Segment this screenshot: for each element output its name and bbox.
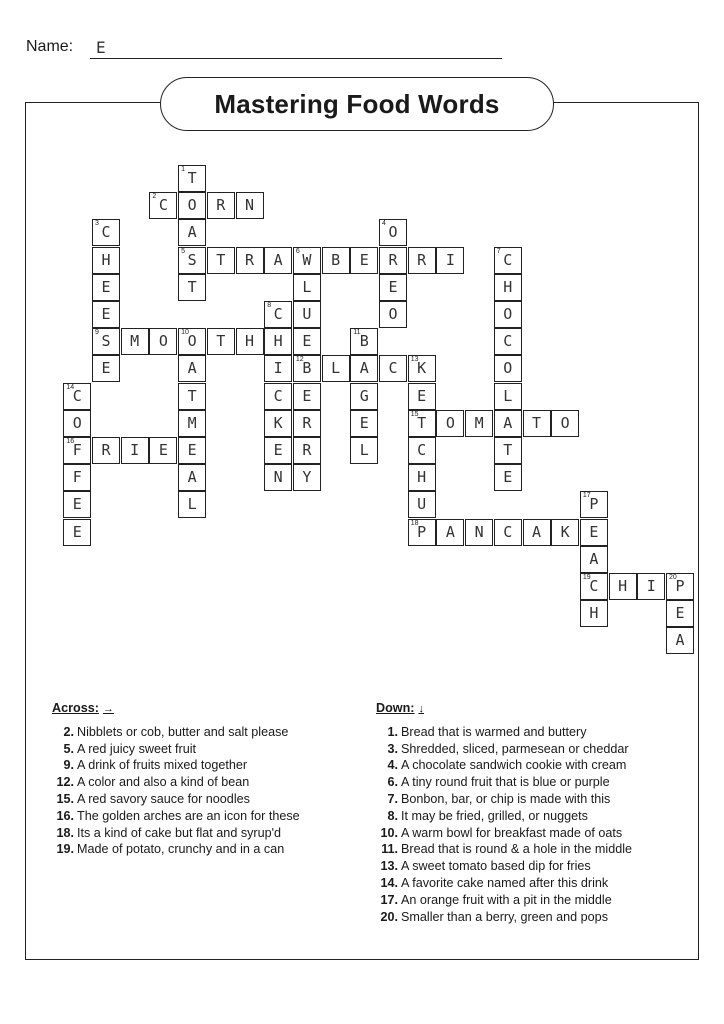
clue-item-number: 3.: [387, 741, 398, 756]
cell-letter: C: [101, 223, 111, 242]
clue-number: 20: [669, 574, 677, 581]
grid-cell[interactable]: [580, 519, 608, 546]
grid-cell[interactable]: [63, 491, 91, 518]
cell-letter: R: [302, 441, 312, 459]
grid-cell[interactable]: [408, 247, 436, 274]
cell-letter: A: [445, 522, 455, 541]
grid-cell[interactable]: [350, 247, 378, 274]
grid-cell[interactable]: [666, 573, 694, 600]
grid-cell[interactable]: [293, 328, 321, 355]
clue-number: 3: [95, 220, 99, 228]
cell-letter: A: [187, 468, 197, 487]
cell-letter: P: [417, 522, 427, 541]
grid-cell[interactable]: [149, 328, 177, 355]
grid-cell[interactable]: [436, 410, 464, 437]
clue-item: [376, 757, 696, 774]
cell-letter: S: [101, 332, 111, 351]
grid-cell[interactable]: [264, 328, 292, 355]
cell-letter: R: [244, 250, 255, 269]
cell-letter: A: [273, 250, 283, 269]
grid-cell[interactable]: [637, 573, 665, 600]
cell-letter: K: [273, 413, 283, 432]
name-value[interactable]: E: [96, 38, 106, 57]
cell-letter: U: [417, 495, 427, 514]
clue-item-text: The golden arches are an icon for these: [77, 808, 300, 823]
cell-letter: L: [359, 441, 369, 459]
grid-cell[interactable]: [551, 410, 579, 437]
grid-cell[interactable]: [408, 519, 436, 546]
grid-cell[interactable]: [264, 410, 292, 437]
grid-cell[interactable]: [178, 383, 206, 410]
cell-letter: O: [187, 332, 197, 351]
grid-cell[interactable]: [63, 410, 91, 437]
clue-number: 8: [267, 302, 272, 309]
down-heading: Down: ↓: [376, 701, 424, 715]
cell-letter: R: [216, 196, 226, 215]
clue-item: [376, 875, 696, 892]
clue-item-number: 17.: [380, 892, 398, 907]
grid-cell[interactable]: [494, 274, 522, 301]
grid-cell[interactable]: [666, 627, 694, 654]
grid-cell[interactable]: [178, 491, 206, 518]
cell-letter: I: [130, 441, 140, 459]
grid-cell[interactable]: [580, 573, 608, 600]
clue-item-number: 10.: [380, 825, 398, 840]
grid-cell[interactable]: [264, 383, 292, 410]
cell-letter: T: [531, 413, 542, 432]
grid-cell[interactable]: [293, 355, 321, 382]
cell-letter: S: [187, 250, 197, 269]
across-list: [52, 724, 352, 858]
clue-item: [376, 808, 696, 825]
clue-item: [52, 724, 352, 741]
cell-letter: E: [359, 413, 369, 432]
grid-cell[interactable]: [293, 410, 321, 437]
grid-cell[interactable]: [293, 464, 321, 491]
grid-cell[interactable]: [580, 491, 608, 518]
cell-letter: L: [331, 359, 341, 378]
clue-item-text: It may be fried, grilled, or nuggets: [401, 808, 588, 823]
grid-cell[interactable]: [63, 383, 91, 410]
grid-cell[interactable]: [178, 247, 206, 274]
clue-number: 6: [295, 247, 300, 255]
cell-letter: K: [560, 522, 570, 541]
clue-item: [52, 841, 352, 858]
cell-letter: E: [101, 305, 111, 323]
cell-letter: C: [417, 441, 427, 459]
clue-item-text: A chocolate sandwich cookie with cream: [401, 758, 627, 773]
grid-cell[interactable]: [379, 355, 407, 382]
clue-item-text: A warm bowl for breakfast made of oats: [401, 825, 623, 840]
clue-item-text: A color and also a kind of bean: [77, 775, 250, 790]
clue-item: [52, 774, 352, 791]
cell-letter: P: [589, 495, 599, 514]
cell-letter: O: [560, 413, 570, 432]
clue-item-text: Made of potato, crunchy and in a can: [77, 842, 285, 857]
cell-letter: A: [503, 413, 513, 432]
grid-cell[interactable]: [293, 383, 321, 410]
cell-letter: G: [359, 386, 369, 405]
cell-letter: T: [503, 441, 513, 459]
grid-cell[interactable]: [178, 192, 206, 219]
grid-cell[interactable]: [494, 437, 522, 464]
cell-letter: F: [72, 468, 82, 487]
grid-cell[interactable]: [523, 410, 551, 437]
grid-cell[interactable]: [379, 219, 407, 246]
cell-letter: E: [72, 522, 82, 541]
cell-letter: C: [503, 332, 513, 351]
cell-letter: C: [503, 250, 513, 269]
cell-letter: E: [302, 332, 312, 351]
grid-cell[interactable]: [350, 383, 378, 410]
grid-cell[interactable]: [207, 247, 235, 274]
cell-letter: E: [388, 277, 398, 296]
cell-letter: K: [417, 359, 427, 378]
clue-item-number: 11.: [381, 842, 398, 857]
clue-item-number: 16.: [56, 808, 74, 823]
clue-item-text: Smaller than a berry, green and pops: [401, 909, 608, 924]
grid-cell[interactable]: [178, 274, 206, 301]
clue-number: 5: [181, 247, 185, 255]
grid-cell[interactable]: [178, 464, 206, 491]
cell-letter: A: [531, 522, 542, 541]
grid-cell[interactable]: [264, 301, 292, 328]
clue-item: [376, 909, 696, 926]
clue-number: 2: [152, 193, 157, 201]
clue-item-number: 6.: [387, 775, 398, 790]
cell-letter: L: [503, 386, 513, 405]
cell-letter: P: [675, 577, 685, 595]
grid-cell[interactable]: [379, 247, 407, 274]
clue-item-number: 15.: [56, 791, 74, 806]
cell-letter: B: [331, 250, 341, 269]
grid-cell[interactable]: [63, 437, 91, 464]
clue-number: 9: [95, 329, 99, 337]
clue-item-text: Bread that is warmed and buttery: [401, 724, 587, 739]
grid-cell[interactable]: [149, 437, 177, 464]
clue-item: [376, 741, 696, 758]
clue-number: 14: [66, 383, 75, 391]
cell-letter: I: [445, 250, 455, 269]
grid-cell[interactable]: [350, 328, 378, 355]
clue-item-text: A drink of fruits mixed together: [77, 758, 248, 773]
grid-cell[interactable]: [494, 464, 522, 491]
cell-letter: O: [503, 305, 513, 323]
grid-cell[interactable]: [92, 328, 120, 355]
cell-letter: C: [388, 359, 398, 378]
clue-item-number: 19.: [56, 842, 74, 857]
clue-item-text: Shredded, sliced, parmesean or cheddar: [401, 741, 629, 756]
cell-letter: T: [216, 250, 226, 269]
grid-cell[interactable]: [92, 274, 120, 301]
clue-item: [376, 825, 696, 842]
cell-letter: I: [273, 359, 283, 378]
down-clues: [376, 700, 696, 925]
grid-cell[interactable]: [178, 355, 206, 382]
cell-letter: R: [388, 250, 398, 269]
cell-letter: H: [618, 577, 628, 595]
cell-letter: E: [359, 250, 369, 269]
clue-item: [376, 841, 696, 858]
clue-number: 18: [410, 519, 419, 527]
grid-cell[interactable]: [494, 383, 522, 410]
cell-letter: T: [417, 413, 427, 432]
clue-item-text: Bread that is round & a hole in the middle: [401, 842, 633, 857]
clue-item: [52, 808, 352, 825]
grid-cell[interactable]: [379, 301, 407, 328]
grid-cell[interactable]: [494, 301, 522, 328]
cell-letter: M: [130, 332, 140, 351]
cell-letter: M: [187, 413, 197, 432]
cell-letter: O: [445, 413, 455, 432]
cell-letter: O: [158, 332, 168, 351]
grid-cell[interactable]: [264, 247, 292, 274]
clue-item-number: 20.: [380, 909, 398, 924]
cell-letter: M: [474, 413, 484, 432]
cell-letter: C: [72, 386, 82, 405]
grid-cell[interactable]: [63, 464, 91, 491]
grid-cell[interactable]: [293, 247, 321, 274]
cell-letter: R: [302, 413, 312, 432]
cell-letter: N: [244, 196, 255, 215]
grid-cell[interactable]: [580, 600, 608, 627]
grid-cell[interactable]: [264, 437, 292, 464]
cell-letter: H: [273, 332, 283, 351]
cell-letter: H: [417, 468, 427, 487]
cell-letter: C: [503, 522, 513, 541]
cell-letter: E: [417, 386, 427, 405]
cell-letter: A: [187, 223, 197, 242]
clue-item: [52, 757, 352, 774]
clue-item-number: 14.: [380, 875, 398, 890]
grid-cell[interactable]: [551, 519, 579, 546]
cell-letter: C: [589, 577, 599, 595]
clue-number: 19: [582, 574, 591, 581]
grid-cell[interactable]: [63, 519, 91, 546]
clue-number: 15: [410, 410, 419, 418]
grid-cell[interactable]: [523, 519, 551, 546]
grid-cell[interactable]: [178, 165, 206, 192]
clue-item-number: 12.: [56, 775, 74, 790]
grid-cell[interactable]: [149, 192, 177, 219]
across-heading: Across: →: [52, 701, 114, 715]
clue-number: 12: [295, 356, 304, 364]
clue-item-text: A red juicy sweet fruit: [77, 741, 196, 756]
name-line: [90, 58, 502, 59]
clue-number: 7: [496, 247, 501, 255]
cell-letter: F: [72, 441, 82, 459]
grid-cell[interactable]: [92, 219, 120, 246]
grid-cell[interactable]: [465, 410, 493, 437]
cell-letter: N: [474, 522, 484, 541]
cell-letter: L: [187, 495, 197, 514]
grid-cell[interactable]: [580, 546, 608, 573]
clue-item-text: An orange fruit with a pit in the middle: [401, 892, 612, 907]
grid-cell[interactable]: [350, 437, 378, 464]
cell-letter: C: [158, 196, 168, 215]
across-clues: [52, 700, 352, 858]
cell-letter: W: [302, 250, 312, 269]
clue-item-number: 13.: [380, 859, 398, 874]
cell-letter: A: [675, 631, 685, 650]
grid-cell[interactable]: [494, 328, 522, 355]
clue-number: 13: [410, 356, 419, 364]
cell-letter: O: [187, 196, 197, 215]
right-arrow-icon: →: [102, 703, 114, 715]
cell-letter: E: [101, 277, 111, 296]
clue-item-text: A favorite cake named after this drink: [401, 875, 609, 890]
grid-cell[interactable]: [494, 355, 522, 382]
grid-cell[interactable]: [494, 410, 522, 437]
clue-item-number: 4.: [387, 758, 398, 773]
clue-item-number: 9.: [63, 758, 74, 773]
cell-letter: T: [187, 386, 197, 405]
grid-cell[interactable]: [408, 437, 436, 464]
cell-letter: H: [589, 604, 599, 623]
cell-letter: N: [273, 468, 283, 487]
clue-item-text: Nibblets or cob, butter and salt please: [77, 724, 289, 739]
cell-letter: A: [589, 549, 599, 568]
cell-letter: O: [72, 413, 82, 432]
cell-letter: E: [302, 386, 312, 405]
clue-item-number: 2.: [63, 724, 74, 739]
cell-letter: R: [101, 441, 111, 459]
grid-cell[interactable]: [236, 192, 264, 219]
cell-letter: T: [216, 332, 226, 351]
cell-letter: T: [187, 277, 197, 296]
cell-letter: E: [503, 468, 513, 487]
grid-cell[interactable]: [408, 355, 436, 382]
grid-cell[interactable]: [609, 573, 637, 600]
grid-cell[interactable]: [666, 600, 694, 627]
cell-letter: I: [646, 577, 656, 595]
grid-cell[interactable]: [293, 274, 321, 301]
clue-item: [52, 825, 352, 842]
clue-number: 10: [181, 329, 189, 337]
cell-letter: H: [244, 332, 255, 351]
clue-item-number: 5.: [63, 741, 74, 756]
grid-cell[interactable]: [92, 301, 120, 328]
clue-item-number: 18.: [56, 825, 74, 840]
cell-letter: O: [388, 223, 398, 242]
grid-cell[interactable]: [236, 247, 264, 274]
clue-number: 11: [353, 329, 361, 337]
cell-letter: L: [302, 277, 312, 296]
grid-cell[interactable]: [121, 437, 149, 464]
cell-letter: B: [359, 332, 369, 351]
clue-number: 17: [582, 492, 591, 500]
clue-number: 4: [382, 220, 386, 228]
grid-cell[interactable]: [236, 328, 264, 355]
clue-item: [376, 858, 696, 875]
grid-cell[interactable]: [379, 274, 407, 301]
grid-cell[interactable]: [207, 192, 235, 219]
clue-item-text: Bonbon, bar, or chip is made with this: [401, 791, 611, 806]
cell-letter: B: [302, 359, 312, 378]
grid-cell[interactable]: [264, 355, 292, 382]
grid-cell[interactable]: [92, 355, 120, 382]
grid-cell[interactable]: [436, 247, 464, 274]
cell-letter: O: [503, 359, 513, 378]
clue-item-text: Its a kind of cake but flat and syrup'd: [77, 825, 282, 840]
grid-cell[interactable]: [293, 437, 321, 464]
clue-item-text: A sweet tomato based dip for fries: [401, 859, 591, 874]
cell-letter: E: [158, 441, 168, 459]
cell-letter: O: [388, 305, 398, 323]
grid-cell[interactable]: [178, 437, 206, 464]
clue-item: [376, 892, 696, 909]
grid-cell[interactable]: [322, 247, 350, 274]
grid-cell[interactable]: [178, 219, 206, 246]
clue-item-text: A red savory sauce for noodles: [77, 791, 250, 806]
cell-letter: C: [273, 386, 283, 405]
name-label: Name:: [26, 38, 74, 55]
clue-item: [52, 791, 352, 808]
grid-cell[interactable]: [408, 464, 436, 491]
grid-cell[interactable]: [293, 301, 321, 328]
clue-item: [376, 724, 696, 741]
grid-cell[interactable]: [322, 355, 350, 382]
cell-letter: E: [675, 604, 685, 623]
clue-number: 16: [66, 438, 75, 445]
grid-cell[interactable]: [494, 519, 522, 546]
title-box: [160, 77, 554, 131]
cell-letter: R: [417, 250, 427, 269]
cell-letter: A: [359, 359, 369, 378]
cell-letter: E: [589, 522, 599, 541]
page-title: Mastering Food Words: [214, 88, 500, 119]
grid-cell[interactable]: [178, 410, 206, 437]
clue-item-number: 1.: [387, 724, 398, 739]
grid-cell[interactable]: [207, 328, 235, 355]
cell-letter: A: [187, 359, 197, 378]
grid-cell[interactable]: [350, 355, 378, 382]
clue-item-text: A tiny round fruit that is blue or purple: [401, 775, 610, 790]
grid-cell[interactable]: [92, 437, 120, 464]
clue-number: 1: [181, 166, 185, 173]
cell-letter: U: [302, 305, 312, 323]
grid-cell[interactable]: [350, 410, 378, 437]
grid-cell[interactable]: [436, 519, 464, 546]
grid-cell[interactable]: [178, 328, 206, 355]
cell-letter: Y: [302, 468, 312, 487]
cell-letter: H: [503, 277, 513, 296]
grid-cell[interactable]: [92, 247, 120, 274]
cell-letter: E: [101, 359, 111, 378]
cell-letter: E: [187, 441, 197, 459]
cell-letter: H: [101, 250, 111, 269]
clue-item: [376, 774, 696, 791]
grid-cell[interactable]: [494, 247, 522, 274]
grid-cell[interactable]: [408, 410, 436, 437]
clue-item-number: 7.: [387, 791, 398, 806]
grid-cell[interactable]: [408, 491, 436, 518]
cell-letter: E: [273, 441, 283, 459]
cell-letter: T: [187, 169, 197, 187]
grid-cell[interactable]: [121, 328, 149, 355]
grid-cell[interactable]: [264, 464, 292, 491]
grid-cell[interactable]: [465, 519, 493, 546]
clue-item: [52, 741, 352, 758]
grid-cell[interactable]: [408, 383, 436, 410]
down-list: [376, 724, 696, 926]
clue-item: [376, 791, 696, 808]
clue-item-number: 8.: [387, 808, 398, 823]
cell-letter: E: [72, 495, 82, 514]
cell-letter: C: [273, 305, 283, 323]
down-arrow-icon: ↓: [418, 703, 424, 715]
